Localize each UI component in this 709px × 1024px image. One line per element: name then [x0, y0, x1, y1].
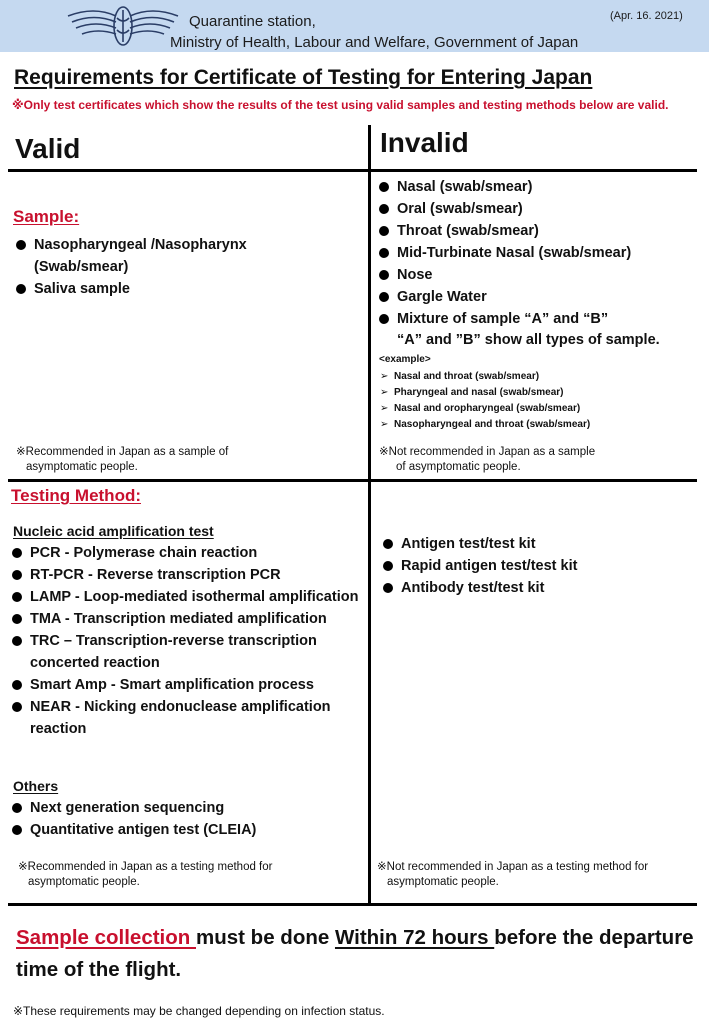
footer-note: ※These requirements may be changed depending on infection status. — [13, 1004, 385, 1018]
within-72-hours-label: Within 72 hours — [334, 926, 495, 949]
validity-notice: ※Only test certificates which show the results of the test using valid samples and testing methods below are valid. — [12, 98, 669, 112]
invalid-sample-list — [377, 176, 702, 330]
list-item: Nasal (swab/smear) — [377, 176, 702, 198]
column-valid: Valid — [15, 133, 81, 164]
invalid-method-list — [381, 533, 701, 599]
divider-top — [8, 169, 697, 172]
list-item: Gargle Water — [377, 286, 702, 308]
example-list — [380, 369, 700, 433]
valid-sample-note: ※Recommended in Japan as a sample of asymptomatic people. — [16, 446, 229, 473]
naat-heading: Nucleic acid amplification test — [13, 523, 214, 539]
list-item: Mixture of sample “A” and “B” — [377, 308, 702, 330]
list-item: Rapid antigen test/test kit — [381, 555, 701, 577]
org-line-2: Ministry of Health, Labour and Welfare, Government of Japan — [170, 34, 579, 51]
column-invalid: Invalid — [380, 127, 469, 158]
divider-vertical — [368, 125, 371, 906]
divider-middle — [8, 479, 697, 482]
list-item: ➢ Pharyngeal and nasal (swab/smear) — [380, 385, 700, 401]
list-item: Next generation sequencing — [10, 797, 366, 819]
list-item: Throat (swab/smear) — [377, 220, 702, 242]
list-item: RT-PCR - Reverse transcription PCR — [10, 564, 366, 586]
list-item: Saliva sample — [14, 278, 314, 300]
list-item: ➢ Nasal and throat (swab/smear) — [380, 369, 700, 385]
invalid-method-note: ※Not recommended in Japan as a testing method for asymptomatic people. — [377, 861, 649, 888]
header-band — [0, 0, 709, 52]
issue-date: (Apr. 16. 2021) — [610, 10, 683, 22]
list-item: Quantitative antigen test (CLEIA) — [10, 819, 366, 841]
collection-deadline-statement: Sample collection must be done Within 72 hours before the departure time of the flight. — [16, 926, 694, 981]
list-item: NEAR - Nicking endonuclease amplification reaction — [10, 696, 366, 740]
list-item: Antigen test/test kit — [381, 533, 701, 555]
naat-list — [10, 542, 366, 740]
list-item: LAMP - Loop-mediated isothermal amplification — [10, 586, 366, 608]
list-item: Mid-Turbinate Nasal (swab/smear) — [377, 242, 702, 264]
mixture-note: “A” and ”B” show all types of sample. — [397, 332, 660, 348]
sample-collection-label: Sample collection — [16, 926, 196, 949]
page-title: Requirements for Certificate of Testing for Entering Japan — [14, 66, 593, 89]
list-item: PCR - Polymerase chain reaction — [10, 542, 366, 564]
list-item: Smart Amp - Smart amplification process — [10, 674, 366, 696]
list-item: TRC – Transcription-reverse transcription concerted reaction — [10, 630, 366, 674]
sample-heading: Sample: — [13, 207, 80, 226]
list-item: Antibody test/test kit — [381, 577, 701, 599]
others-list — [10, 797, 366, 841]
example-label: <example> — [379, 354, 431, 365]
divider-bottom — [8, 903, 697, 906]
org-line-1: Quarantine station, — [189, 13, 316, 30]
valid-method-note: ※Recommended in Japan as a testing method for asymptomatic people. — [18, 861, 273, 888]
invalid-sample-note: ※Not recommended in Japan as a sample of asymptomatic people. — [379, 446, 596, 473]
others-heading: Others — [13, 778, 59, 794]
list-item: TMA - Transcription mediated amplification — [10, 608, 366, 630]
valid-sample-list — [14, 234, 314, 300]
list-item: Nasopharyngeal /Nasopharynx (Swab/smear) — [14, 234, 314, 278]
testing-method-heading: Testing Method: — [11, 486, 141, 505]
list-item: Oral (swab/smear) — [377, 198, 702, 220]
list-item: ➢ Nasal and oropharyngeal (swab/smear) — [380, 401, 700, 417]
list-item: Nose — [377, 264, 702, 286]
quarantine-emblem-icon — [64, 2, 182, 50]
list-item: ➢ Nasopharyngeal and throat (swab/smear) — [380, 417, 700, 433]
